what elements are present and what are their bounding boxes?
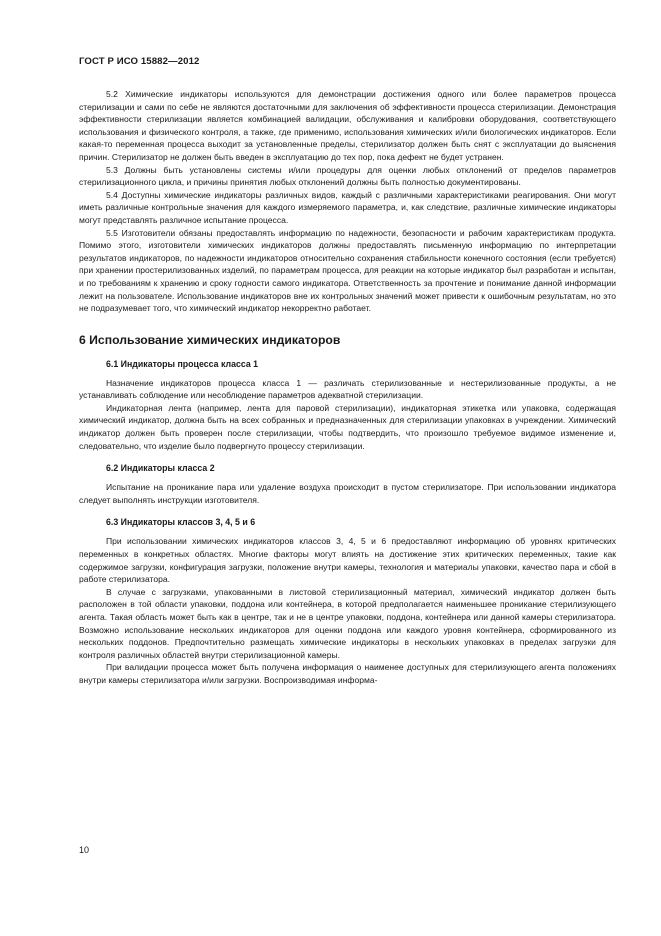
paragraph-5-2: 5.2 Химические индикаторы используются для демонстрации достижения одного или более параметров процесса стерилизации и сами по себе не являются достаточными для заключения об эффективности процесса стерилизации. Демонстрация эффективности стерилизации является комбинацией валидации, обслуживания и калибровки оборудования, соответствующего использования и физического контроля, а также, где применимо, использования химических и/или биологических индикаторов. Если какая-то переменная процесса выходит за установленные пределы, стерилизатор должен быть снят с эксплуатации до выяснения причин. Стерилизатор не должен быть введен в эксплуатацию до тех пор, пока дефект не будет устранен. (79, 89, 616, 162)
paragraph-5-3: 5.3 Должны быть установлены системы и/или процедуры для оценки любых отклонений от пределов параметров стерилизационного цикла, и причины принятия любых отклонений должны быть полностью документированы. (79, 164, 616, 188)
paragraph-6-3-b: В случае с загрузками, упакованными в листовой стерилизационный материал, химический индикатор должен быть расположен в той области упаковки, поддона или контейнера, в которой предполагается наименьшее проникание стерилизующего агента. Такая область может быть как в центре, так и не в центре упаковки, поддона, контейнера или данной камеры стерилизатора. Возможно использование нескольких индикаторов для оценки поддона или каждого уровня контейнера, сформированного из нескольких поддонов. Предпочтительно размещать химические индикаторы в нескольких упаковках в пределах загрузки для контроля различных областей внутри стерилизационной камеры. (79, 586, 616, 660)
paragraph-6-2-a: Испытание на проникание пара или удаление воздуха происходит в пустом стерилизаторе. При использовании индикатора следует выполнять инструкции изготовителя. (79, 482, 616, 505)
subsection-6-3-title: 6.3 Индикаторы классов 3, 4, 5 и 6 (106, 517, 256, 528)
document-code-header: ГОСТ Р ИСО 15882—2012 (79, 56, 200, 67)
paragraph-6-1-b: Индикаторная лента (например, лента для паровой стерилизации), индикаторная этикетка или упаковка, содержащая химический индикатор, должна быть на всех собранных и предназначенных для стерилизации упаковках в учреждении. Химический индикатор должен быть проверен после стерилизации, чтобы подтвердить, что произошло требуемое видимое изменение и, следовательно, что изделие было подвергнуто процессу стерилизации. (79, 402, 616, 451)
document-page (79, 56, 616, 687)
page-number: 10 (79, 845, 90, 855)
paragraph-5-4: 5.4 Доступны химические индикаторы различных видов, каждый с различными характеристиками реагирования. Они могут иметь различные контрольные значения для каждого измеряемого параметра, и, как следствие, различные химические индикаторы могут представлять различное испытание процесса. (79, 189, 616, 225)
subsection-6-1-title: 6.1 Индикаторы процесса класса 1 (106, 358, 259, 369)
subsection-6-2-title: 6.2 Индикаторы класса 2 (106, 463, 215, 474)
paragraph-5-5: 5.5 Изготовители обязаны предоставлять информацию по надежности, безопасности и рабочим характеристикам продукта. Помимо этого, изготовители химических индикаторов должны предоставлять письменную информацию по интерпретации результатов индикаторов, по надежности индикаторов относительно сохранения стабильности конечного состояния (если требуется) при хранении простерилизованных изделий, по параметрам процесса, для реакции на которые индикатор был разработан и испытан, и по требованиям к хранению и сроку годности самого индикатора. Ответственность за прочтение и понимание данной информации лежит на пользователе. Использование индикаторов вне их контрольных значений может привести к ошибочным результатам, но это не подразумевает того, что химический индикатор некорректно работает. (79, 227, 616, 314)
paragraph-6-3-c: При валидации процесса может быть получена информация о наименее доступных для стерилизующего агента положениях внутри камеры стерилизатора и/или загрузки. Воспроизводимая информа- (79, 662, 616, 685)
paragraph-6-1-a: Назначение индикаторов процесса класса 1 — различать стерилизованные и нестерилизованные продукты, а не устанавливать соблюдение или несоблюдение параметров адекватной стерилизации. (79, 377, 616, 401)
paragraph-6-3-a: При использовании химических индикаторов классов 3, 4, 5 и 6 предоставляют информацию об уровнях критических переменных в конкретных областях. Многие факторы могут влиять на достижение этих критических переменных, такие как содержимое загрузки, конфигурация загрузки, положение внутри камеры, технология и материалы упаковки, качество пара и сбой в работе стерилизатора. (79, 536, 616, 585)
section-6-title: 6 Использование химических индикаторов (79, 332, 341, 347)
